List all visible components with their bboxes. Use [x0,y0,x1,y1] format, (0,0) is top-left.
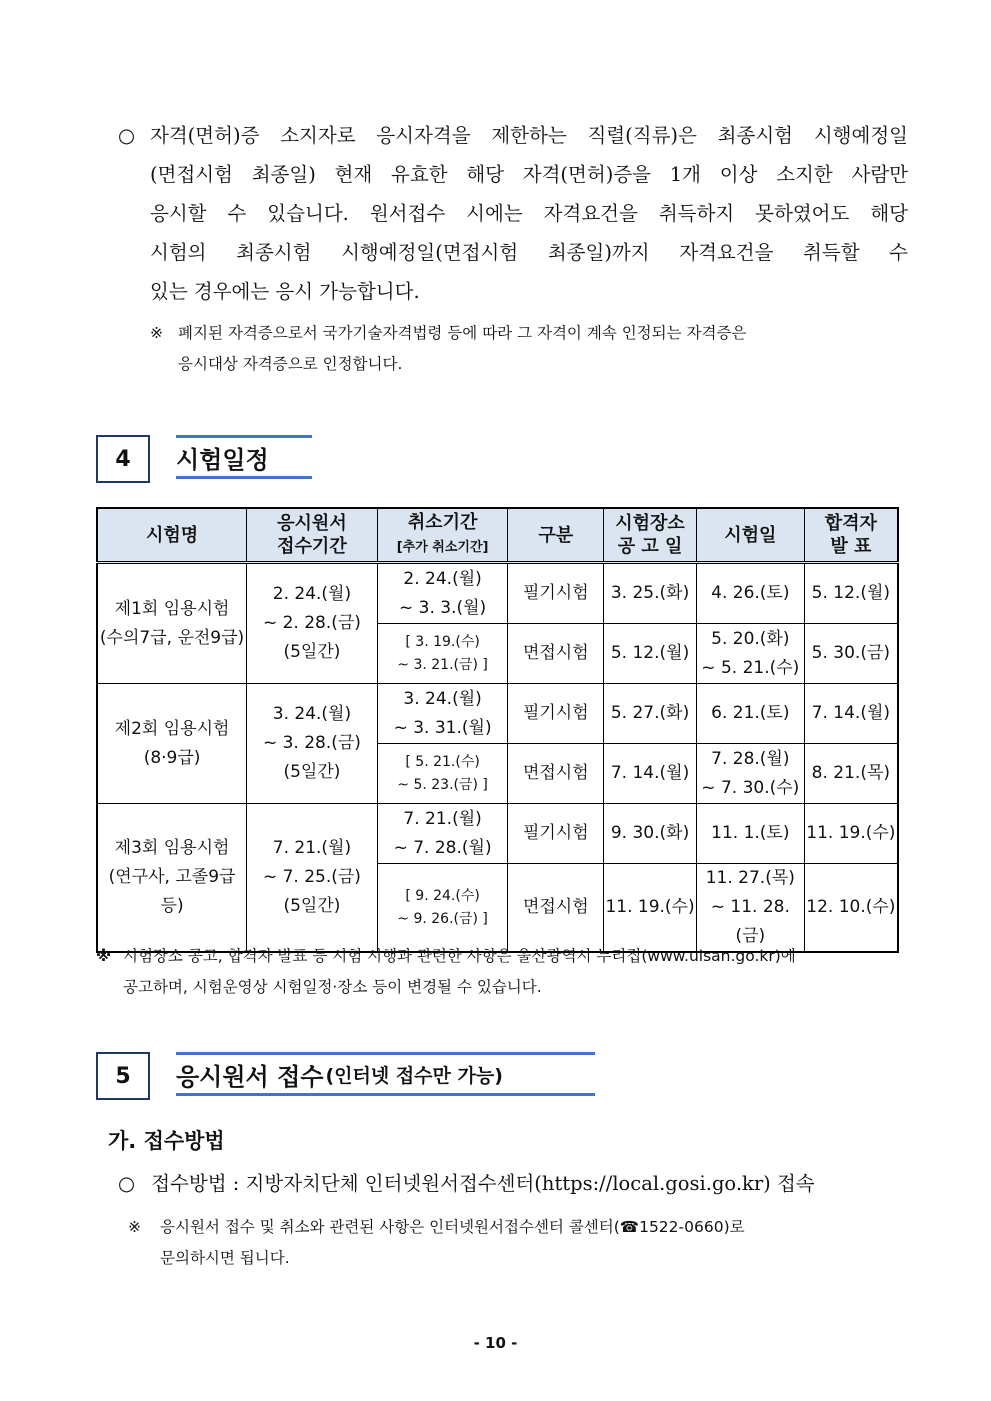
header-venue: 시험장소 공 고 일 [604,508,697,563]
table-header-row [97,508,898,563]
exam-name-cell: 제3회 임용시험 (연구사, 고졸9급 등) [97,804,247,953]
note-mark: ※ [128,1218,141,1236]
bullet-circle: ○ [118,124,136,147]
type-cell: 필기시험 [508,684,604,744]
header-apply: 응시원서 접수기간 [247,508,378,563]
section-5-header [96,1052,596,1100]
method-note [128,1212,898,1274]
apply-period-cell: 2. 24.(월) ~ 2. 28.(금) (5일간) [247,563,378,684]
type-cell: 필기시험 [508,804,604,864]
apply-period-cell: 3. 24.(월) ~ 3. 28.(금) (5일간) [247,684,378,804]
extra-cancel-cell: [ 5. 21.(수) ~ 5. 23.(금) ] [377,744,508,804]
section-title [176,435,312,479]
venue-cell: 7. 14.(월) [604,744,697,804]
exam-date-cell: 11. 1.(토) [696,804,804,864]
exam-date-cell: 7. 28.(월) ~ 7. 30.(수) [696,744,804,804]
result-cell: 11. 19.(수) [804,804,898,864]
section-title-text: 시험일정 [176,445,269,474]
method-note-line-1: 응시원서 접수 및 취소와 관련된 사항은 인터넷원서접수센터 콜센터(☎1522-0660)로 [160,1218,745,1236]
header-cancel: 취소기간 [추가 취소기간] [377,508,508,563]
page-number: - 10 - [473,1334,518,1352]
intro-note-line-2: 응시대상 자격증으로 인정합니다. [178,355,403,373]
section-4-header [96,435,312,483]
apply-period-cell: 7. 21.(월) ~ 7. 25.(금) (5일간) [247,804,378,953]
table-row [97,563,898,624]
schedule-note [96,941,899,1003]
venue-cell: 9. 30.(화) [604,804,697,864]
intro-line-3: 응시할 수 있습니다. 원서접수 시에는 자격요건을 취득하지 못하였어도 해당 [150,202,908,225]
exam-name-cell: 제2회 임용시험 (8·9급) [97,684,247,804]
method-heading: 가. 접수방법 [108,1129,225,1153]
result-cell: 5. 30.(금) [804,624,898,684]
type-cell: 면접시험 [508,864,604,953]
section-title-text: 응시원서 접수 [176,1062,324,1091]
venue-cell: 11. 19.(수) [604,864,697,953]
bullet-circle: ○ [118,1172,136,1195]
schedule-table [96,507,899,953]
type-cell: 면접시험 [508,624,604,684]
intro-line-1: 자격(면허)증 소지자로 응시자격을 제한하는 직렬(직류)은 최종시험 시행예정일 [150,124,908,147]
result-cell: 7. 14.(월) [804,684,898,744]
intro-paragraph [118,116,908,311]
cancel-period-cell: 2. 24.(월) ~ 3. 3.(월) [377,563,508,624]
header-exam: 시험명 [97,508,247,563]
type-cell: 필기시험 [508,563,604,624]
exam-date-cell: 4. 26.(토) [696,563,804,624]
header-result: 합격자 발 표 [804,508,898,563]
schedule-note-line-1: 시험장소 공고, 합격자 발표 등 시험 시행과 관련한 사항은 울산광역시 누리집(www.ulsan.go.kr)에 [123,947,796,965]
venue-cell: 5. 27.(화) [604,684,697,744]
extra-cancel-cell: [ 3. 19.(수) ~ 3. 21.(금) ] [377,624,508,684]
intro-note [150,318,898,380]
venue-cell: 3. 25.(화) [604,563,697,624]
type-cell: 면접시험 [508,744,604,804]
exam-date-cell: 6. 21.(토) [696,684,804,744]
result-cell: 5. 12.(월) [804,563,898,624]
schedule-note-line-2: 공고하며, 시험운영상 시험일정·장소 등이 변경될 수 있습니다. [123,978,542,996]
header-type: 구분 [508,508,604,563]
cancel-period-cell: 3. 24.(월) ~ 3. 31.(월) [377,684,508,744]
intro-line-4: 시험의 최종시험 시행예정일(면접시험 최종일)까지 자격요건을 취득할 수 [150,241,908,264]
exam-name-cell: 제1회 임용시험 (수의7급, 운전9급) [97,563,247,684]
method-line-text: 접수방법 : 지방자치단체 인터넷원서접수센터(https://local.gosi.go.kr) 접속 [151,1172,815,1195]
table-row [97,804,898,864]
intro-line-2: (면접시험 최종일) 현재 유효한 해당 자격(면허)증을 1개 이상 소지한 사람만 [150,163,908,186]
cancel-period-cell: 7. 21.(월) ~ 7. 28.(월) [377,804,508,864]
intro-line-5: 있는 경우에는 응시 가능합니다. [150,280,420,303]
table-row [97,684,898,744]
exam-date-cell: 5. 20.(화) ~ 5. 21.(수) [696,624,804,684]
venue-cell: 5. 12.(월) [604,624,697,684]
header-date: 시험일 [696,508,804,563]
note-mark: ※ [150,324,163,342]
section-number: 4 [96,435,150,483]
note-mark: ※ [96,947,112,965]
section-title [176,1052,595,1096]
section-title-suffix: (인터넷 접수만 가능) [325,1064,503,1087]
result-cell: 8. 21.(목) [804,744,898,804]
intro-note-line-1: 폐지된 자격증으로서 국가기술자격법령 등에 따라 그 자격이 계속 인정되는 자격증은 [178,324,747,342]
section-number: 5 [96,1052,150,1100]
result-cell: 12. 10.(수) [804,864,898,953]
method-note-line-2: 문의하시면 됩니다. [160,1249,290,1267]
exam-date-cell: 11. 27.(목) ~ 11. 28.(금) [696,864,804,953]
method-line [118,1167,815,1201]
extra-cancel-cell: [ 9. 24.(수) ~ 9. 26.(금) ] [377,864,508,953]
